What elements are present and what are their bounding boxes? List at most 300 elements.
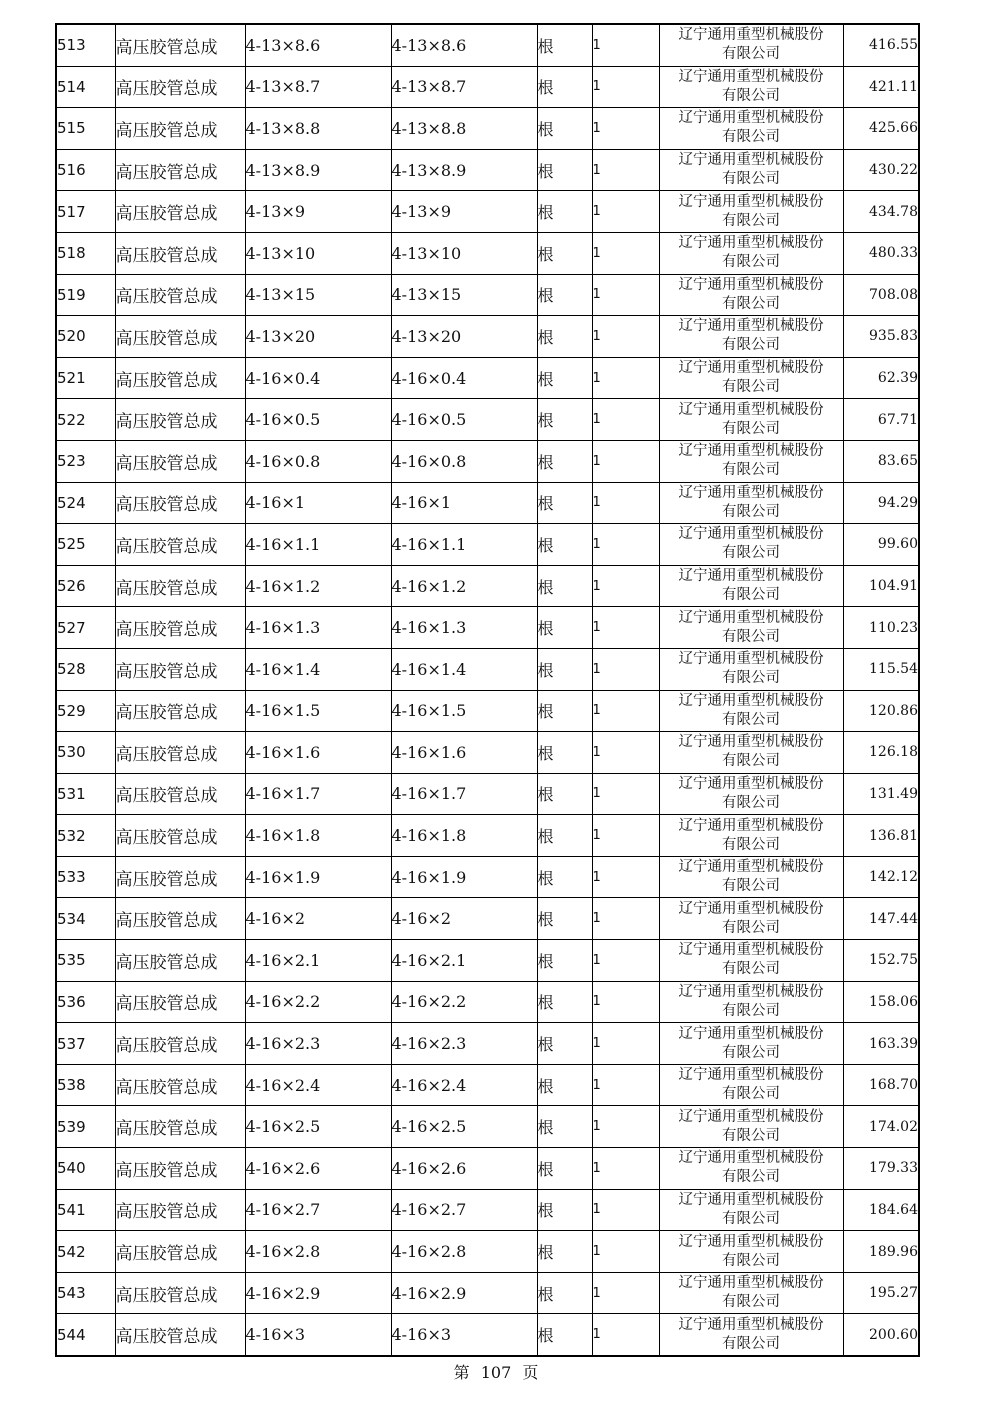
item-price: 200.60: [843, 1314, 919, 1356]
item-name: 高压胶管总成: [115, 1106, 245, 1148]
item-model: 4-16×2.9: [391, 1272, 537, 1314]
item-name: 高压胶管总成: [115, 149, 245, 191]
manufacturer-line-1: 辽宁通用重型机械股份: [678, 859, 824, 876]
table-row: [56, 690, 919, 732]
manufacturer-line-1: 辽宁通用重型机械股份: [678, 401, 824, 418]
item-spec: 4-13×8.7: [245, 66, 391, 108]
item-manufacturer: [659, 108, 843, 150]
table-row: [56, 856, 919, 898]
item-spec: 4-13×10: [245, 232, 391, 274]
manufacturer-line-1: 辽宁通用重型机械股份: [678, 1191, 824, 1208]
table-row: [56, 108, 919, 150]
manufacturer-line-2: 有限公司: [722, 1210, 780, 1227]
item-name: 高压胶管总成: [115, 440, 245, 482]
item-manufacturer: [659, 1189, 843, 1231]
item-model: 4-13×15: [391, 274, 537, 316]
manufacturer-line-2: 有限公司: [722, 545, 780, 562]
manufacturer-line-2: 有限公司: [722, 420, 780, 437]
item-spec: 4-16×1.5: [245, 690, 391, 732]
item-spec: 4-16×0.4: [245, 357, 391, 399]
manufacturer-line-1: 辽宁通用重型机械股份: [678, 651, 824, 668]
row-number: 526: [56, 565, 115, 607]
manufacturer-line-1: 辽宁通用重型机械股份: [678, 1025, 824, 1042]
item-manufacturer: [659, 357, 843, 399]
item-manufacturer: [659, 66, 843, 108]
item-name: 高压胶管总成: [115, 565, 245, 607]
item-unit: 根: [537, 274, 592, 316]
row-number: 538: [56, 1064, 115, 1106]
item-price: 434.78: [843, 191, 919, 233]
item-quantity: 1: [592, 565, 659, 607]
item-model: 4-13×8.7: [391, 66, 537, 108]
item-quantity: 1: [592, 482, 659, 524]
item-unit: 根: [537, 399, 592, 441]
row-number: 524: [56, 482, 115, 524]
item-unit: 根: [537, 856, 592, 898]
item-model: 4-16×2.1: [391, 940, 537, 982]
item-model: 4-13×8.8: [391, 108, 537, 150]
item-name: 高压胶管总成: [115, 773, 245, 815]
item-name: 高压胶管总成: [115, 1231, 245, 1273]
item-model: 4-16×1.9: [391, 856, 537, 898]
manufacturer-line-1: 辽宁通用重型机械股份: [678, 484, 824, 501]
item-model: 4-16×1.3: [391, 607, 537, 649]
item-model: 4-16×1.6: [391, 732, 537, 774]
item-manufacturer: [659, 773, 843, 815]
item-name: 高压胶管总成: [115, 940, 245, 982]
item-spec: 4-16×2.8: [245, 1231, 391, 1273]
table-row: [56, 66, 919, 108]
item-price: 62.39: [843, 357, 919, 399]
item-model: 4-16×2: [391, 898, 537, 940]
item-quantity: 1: [592, 815, 659, 857]
row-number: 532: [56, 815, 115, 857]
table-row: [56, 482, 919, 524]
item-price: 425.66: [843, 108, 919, 150]
item-spec: 4-16×0.8: [245, 440, 391, 482]
item-price: 195.27: [843, 1272, 919, 1314]
row-number: 529: [56, 690, 115, 732]
item-quantity: 1: [592, 191, 659, 233]
row-number: 528: [56, 648, 115, 690]
item-name: 高压胶管总成: [115, 1314, 245, 1356]
item-manufacturer: [659, 898, 843, 940]
row-number: 523: [56, 440, 115, 482]
item-unit: 根: [537, 24, 592, 66]
manufacturer-line-2: 有限公司: [722, 129, 780, 146]
item-manufacturer: [659, 690, 843, 732]
table-row: [56, 732, 919, 774]
item-name: 高压胶管总成: [115, 482, 245, 524]
item-name: 高压胶管总成: [115, 1189, 245, 1231]
table-row: [56, 1023, 919, 1065]
item-quantity: 1: [592, 1106, 659, 1148]
item-quantity: 1: [592, 274, 659, 316]
item-model: 4-13×8.6: [391, 24, 537, 66]
table-row: [56, 815, 919, 857]
item-unit: 根: [537, 1106, 592, 1148]
item-quantity: 1: [592, 981, 659, 1023]
item-manufacturer: [659, 815, 843, 857]
table-row: [56, 607, 919, 649]
table-row: [56, 1148, 919, 1190]
item-unit: 根: [537, 898, 592, 940]
table-row: [56, 565, 919, 607]
item-unit: 根: [537, 232, 592, 274]
item-name: 高压胶管总成: [115, 316, 245, 358]
manufacturer-line-1: 辽宁通用重型机械股份: [678, 983, 824, 1000]
manufacturer-line-1: 辽宁通用重型机械股份: [678, 734, 824, 751]
manufacturer-line-2: 有限公司: [722, 1252, 780, 1269]
manufacturer-line-1: 辽宁通用重型机械股份: [678, 193, 824, 210]
manufacturer-line-2: 有限公司: [722, 295, 780, 312]
item-model: 4-16×0.4: [391, 357, 537, 399]
item-unit: 根: [537, 981, 592, 1023]
item-price: 94.29: [843, 482, 919, 524]
manufacturer-line-2: 有限公司: [722, 587, 780, 604]
row-number: 534: [56, 898, 115, 940]
item-price: 104.91: [843, 565, 919, 607]
manufacturer-line-2: 有限公司: [722, 753, 780, 770]
item-manufacturer: [659, 1272, 843, 1314]
manufacturer-line-1: 辽宁通用重型机械股份: [678, 68, 824, 85]
item-manufacturer: [659, 274, 843, 316]
item-spec: 4-13×8.8: [245, 108, 391, 150]
item-spec: 4-16×1: [245, 482, 391, 524]
table-row: [56, 1272, 919, 1314]
item-unit: 根: [537, 607, 592, 649]
item-manufacturer: [659, 1148, 843, 1190]
item-price: 189.96: [843, 1231, 919, 1273]
item-model: 4-16×1: [391, 482, 537, 524]
manufacturer-line-1: 辽宁通用重型机械股份: [678, 692, 824, 709]
item-quantity: 1: [592, 856, 659, 898]
manufacturer-line-2: 有限公司: [722, 628, 780, 645]
item-manufacturer: [659, 399, 843, 441]
row-number: 540: [56, 1148, 115, 1190]
item-model: 4-13×8.9: [391, 149, 537, 191]
item-price: 83.65: [843, 440, 919, 482]
manufacturer-line-2: 有限公司: [722, 212, 780, 229]
item-model: 4-16×2.5: [391, 1106, 537, 1148]
item-manufacturer: [659, 856, 843, 898]
item-name: 高压胶管总成: [115, 648, 245, 690]
item-unit: 根: [537, 1023, 592, 1065]
item-spec: 4-16×2.9: [245, 1272, 391, 1314]
item-price: 99.60: [843, 524, 919, 566]
item-price: 480.33: [843, 232, 919, 274]
item-price: 120.86: [843, 690, 919, 732]
item-spec: 4-16×1.1: [245, 524, 391, 566]
item-spec: 4-13×9: [245, 191, 391, 233]
item-unit: 根: [537, 149, 592, 191]
item-manufacturer: [659, 524, 843, 566]
item-manufacturer: [659, 1231, 843, 1273]
item-quantity: 1: [592, 1189, 659, 1231]
item-unit: 根: [537, 316, 592, 358]
item-price: 179.33: [843, 1148, 919, 1190]
item-unit: 根: [537, 1314, 592, 1356]
manufacturer-line-2: 有限公司: [722, 1335, 780, 1352]
table-row: [56, 773, 919, 815]
item-price: 184.64: [843, 1189, 919, 1231]
manufacturer-line-1: 辽宁通用重型机械股份: [678, 1275, 824, 1292]
item-spec: 4-13×8.6: [245, 24, 391, 66]
item-quantity: 1: [592, 149, 659, 191]
item-manufacturer: [659, 232, 843, 274]
manufacturer-line-1: 辽宁通用重型机械股份: [678, 817, 824, 834]
item-quantity: 1: [592, 1272, 659, 1314]
item-quantity: 1: [592, 607, 659, 649]
item-unit: 根: [537, 773, 592, 815]
item-price: 126.18: [843, 732, 919, 774]
row-number: 519: [56, 274, 115, 316]
item-spec: 4-16×3: [245, 1314, 391, 1356]
item-model: 4-16×1.5: [391, 690, 537, 732]
item-unit: 根: [537, 565, 592, 607]
item-quantity: 1: [592, 399, 659, 441]
item-unit: 根: [537, 357, 592, 399]
item-price: 158.06: [843, 981, 919, 1023]
item-manufacturer: [659, 648, 843, 690]
item-spec: 4-16×2.5: [245, 1106, 391, 1148]
item-name: 高压胶管总成: [115, 1272, 245, 1314]
item-manufacturer: [659, 440, 843, 482]
manufacturer-line-2: 有限公司: [722, 254, 780, 271]
table-row: [56, 1231, 919, 1273]
row-number: 520: [56, 316, 115, 358]
item-quantity: 1: [592, 773, 659, 815]
manufacturer-line-1: 辽宁通用重型机械股份: [678, 568, 824, 585]
item-unit: 根: [537, 1272, 592, 1314]
item-name: 高压胶管总成: [115, 1148, 245, 1190]
row-number: 541: [56, 1189, 115, 1231]
item-manufacturer: [659, 565, 843, 607]
item-model: 4-16×1.8: [391, 815, 537, 857]
manufacturer-line-2: 有限公司: [722, 1086, 780, 1103]
item-price: 67.71: [843, 399, 919, 441]
manufacturer-line-1: 辽宁通用重型机械股份: [678, 942, 824, 959]
item-unit: 根: [537, 648, 592, 690]
item-price: 115.54: [843, 648, 919, 690]
item-spec: 4-16×2.1: [245, 940, 391, 982]
manufacturer-line-2: 有限公司: [722, 379, 780, 396]
manufacturer-line-2: 有限公司: [722, 961, 780, 978]
item-name: 高压胶管总成: [115, 232, 245, 274]
item-quantity: 1: [592, 108, 659, 150]
item-quantity: 1: [592, 24, 659, 66]
row-number: 525: [56, 524, 115, 566]
manufacturer-line-2: 有限公司: [722, 1169, 780, 1186]
manufacturer-line-2: 有限公司: [722, 794, 780, 811]
manufacturer-line-1: 辽宁通用重型机械股份: [678, 235, 824, 252]
item-spec: 4-16×1.7: [245, 773, 391, 815]
manufacturer-line-2: 有限公司: [722, 337, 780, 354]
table-row: [56, 648, 919, 690]
item-quantity: 1: [592, 648, 659, 690]
page-number: 107: [480, 1363, 512, 1382]
manufacturer-line-1: 辽宁通用重型机械股份: [678, 609, 824, 626]
manufacturer-line-1: 辽宁通用重型机械股份: [678, 276, 824, 293]
item-unit: 根: [537, 940, 592, 982]
item-unit: 根: [537, 108, 592, 150]
table-body: [56, 24, 919, 1356]
row-number: 533: [56, 856, 115, 898]
manufacturer-line-2: 有限公司: [722, 1002, 780, 1019]
manufacturer-line-2: 有限公司: [722, 1127, 780, 1144]
item-manufacturer: [659, 482, 843, 524]
manufacturer-line-1: 辽宁通用重型机械股份: [678, 1150, 824, 1167]
manufacturer-line-1: 辽宁通用重型机械股份: [678, 1233, 824, 1250]
item-price: 168.70: [843, 1064, 919, 1106]
item-quantity: 1: [592, 66, 659, 108]
manufacturer-line-2: 有限公司: [722, 1044, 780, 1061]
item-model: 4-13×9: [391, 191, 537, 233]
item-unit: 根: [537, 732, 592, 774]
table-row: [56, 1189, 919, 1231]
table-row: [56, 940, 919, 982]
manufacturer-line-1: 辽宁通用重型机械股份: [678, 443, 824, 460]
item-name: 高压胶管总成: [115, 1064, 245, 1106]
item-name: 高压胶管总成: [115, 524, 245, 566]
item-spec: 4-16×1.2: [245, 565, 391, 607]
item-quantity: 1: [592, 1064, 659, 1106]
item-manufacturer: [659, 732, 843, 774]
item-unit: 根: [537, 440, 592, 482]
item-quantity: 1: [592, 1023, 659, 1065]
table-row: [56, 524, 919, 566]
item-manufacturer: [659, 607, 843, 649]
item-model: 4-16×0.8: [391, 440, 537, 482]
item-name: 高压胶管总成: [115, 898, 245, 940]
table-row: [56, 316, 919, 358]
row-number: 530: [56, 732, 115, 774]
item-quantity: 1: [592, 440, 659, 482]
item-price: 174.02: [843, 1106, 919, 1148]
row-number: 537: [56, 1023, 115, 1065]
item-quantity: 1: [592, 732, 659, 774]
manufacturer-line-2: 有限公司: [722, 919, 780, 936]
row-number: 535: [56, 940, 115, 982]
footer-prefix: 第: [453, 1363, 470, 1382]
item-spec: 4-16×1.8: [245, 815, 391, 857]
item-unit: 根: [537, 482, 592, 524]
item-spec: 4-16×1.6: [245, 732, 391, 774]
item-name: 高压胶管总成: [115, 108, 245, 150]
item-manufacturer: [659, 1023, 843, 1065]
item-price: 935.83: [843, 316, 919, 358]
manufacturer-line-2: 有限公司: [722, 670, 780, 687]
item-model: 4-16×1.1: [391, 524, 537, 566]
item-model: 4-16×3: [391, 1314, 537, 1356]
item-name: 高压胶管总成: [115, 24, 245, 66]
item-spec: 4-16×1.3: [245, 607, 391, 649]
item-price: 131.49: [843, 773, 919, 815]
item-spec: 4-16×0.5: [245, 399, 391, 441]
table-row: [56, 191, 919, 233]
table-row: [56, 24, 919, 66]
item-quantity: 1: [592, 1231, 659, 1273]
manufacturer-line-2: 有限公司: [722, 87, 780, 104]
manufacturer-line-1: 辽宁通用重型机械股份: [678, 152, 824, 169]
item-price: 152.75: [843, 940, 919, 982]
item-unit: 根: [537, 1231, 592, 1273]
row-number: 531: [56, 773, 115, 815]
item-unit: 根: [537, 815, 592, 857]
item-manufacturer: [659, 191, 843, 233]
row-number: 536: [56, 981, 115, 1023]
item-manufacturer: [659, 316, 843, 358]
item-spec: 4-16×2.2: [245, 981, 391, 1023]
table-row: [56, 399, 919, 441]
row-number: 527: [56, 607, 115, 649]
item-model: 4-13×10: [391, 232, 537, 274]
table-row: [56, 149, 919, 191]
table-row: [56, 981, 919, 1023]
manufacturer-line-2: 有限公司: [722, 1294, 780, 1311]
table-row: [56, 232, 919, 274]
manufacturer-line-2: 有限公司: [722, 503, 780, 520]
item-unit: 根: [537, 66, 592, 108]
table-row: [56, 357, 919, 399]
item-spec: 4-16×2.6: [245, 1148, 391, 1190]
row-number: 543: [56, 1272, 115, 1314]
table-row: [56, 1106, 919, 1148]
item-model: 4-16×2.2: [391, 981, 537, 1023]
item-manufacturer: [659, 1064, 843, 1106]
item-quantity: 1: [592, 357, 659, 399]
table-row: [56, 1314, 919, 1356]
footer-suffix: 页: [522, 1363, 539, 1382]
item-price: 163.39: [843, 1023, 919, 1065]
item-name: 高压胶管总成: [115, 357, 245, 399]
item-spec: 4-16×1.4: [245, 648, 391, 690]
item-model: 4-16×1.4: [391, 648, 537, 690]
row-number: 515: [56, 108, 115, 150]
row-number: 522: [56, 399, 115, 441]
item-name: 高压胶管总成: [115, 1023, 245, 1065]
item-price: 416.55: [843, 24, 919, 66]
item-model: 4-16×2.8: [391, 1231, 537, 1273]
item-model: 4-16×2.3: [391, 1023, 537, 1065]
row-number: 539: [56, 1106, 115, 1148]
item-model: 4-16×2.7: [391, 1189, 537, 1231]
manufacturer-line-2: 有限公司: [722, 878, 780, 895]
item-price: 147.44: [843, 898, 919, 940]
row-number: 518: [56, 232, 115, 274]
row-number: 516: [56, 149, 115, 191]
manufacturer-line-1: 辽宁通用重型机械股份: [678, 1067, 824, 1084]
manufacturer-line-1: 辽宁通用重型机械股份: [678, 318, 824, 335]
row-number: 517: [56, 191, 115, 233]
item-quantity: 1: [592, 524, 659, 566]
item-manufacturer: [659, 981, 843, 1023]
item-unit: 根: [537, 690, 592, 732]
item-quantity: 1: [592, 1148, 659, 1190]
item-name: 高压胶管总成: [115, 191, 245, 233]
row-number: 514: [56, 66, 115, 108]
item-name: 高压胶管总成: [115, 732, 245, 774]
item-unit: 根: [537, 1064, 592, 1106]
manufacturer-line-1: 辽宁通用重型机械股份: [678, 27, 824, 44]
item-price: 421.11: [843, 66, 919, 108]
item-unit: 根: [537, 1189, 592, 1231]
item-spec: 4-13×20: [245, 316, 391, 358]
manufacturer-line-1: 辽宁通用重型机械股份: [678, 110, 824, 127]
row-number: 513: [56, 24, 115, 66]
item-model: 4-16×0.5: [391, 399, 537, 441]
item-quantity: 1: [592, 940, 659, 982]
